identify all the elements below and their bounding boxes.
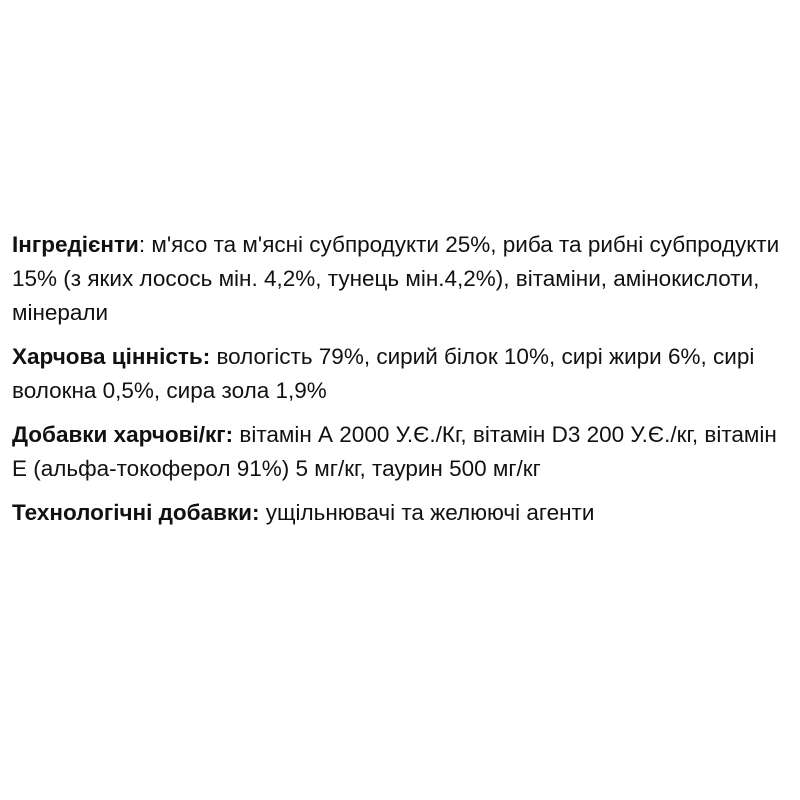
technological-additives-text: ущільнювачі та желюючі агенти [259, 500, 595, 525]
ingredients-text: м'ясо та м'ясні субпродукти 25%, риба та рибні субпродукти 15% (з яких лосось мін. 4,2%, тунець мін.4,2%), вітаміни, амінокислоти, мінерали [12, 232, 780, 325]
technological-additives-label: Технологічні добавки: [12, 500, 260, 525]
ingredients-label: Інгредієнти [12, 232, 139, 257]
additives-paragraph [12, 418, 782, 486]
nutrition-paragraph [12, 340, 782, 408]
technological-additives-paragraph [12, 496, 782, 530]
additives-label: Добавки харчові/кг: [12, 422, 234, 447]
additives-text: вітамін А 2000 У.Є./Кг, вітамін D3 200 У.Є./кг, вітамін Е (альфа-токоферол 91%) 5 мг/кг, таурин 500 мг/кг [12, 422, 777, 481]
nutrition-label: Харчова цінність: [12, 344, 211, 369]
product-composition [12, 228, 782, 540]
nutrition-text: вологість 79%, сирий білок 10%, сирі жири 6%, сирі волокна 0,5%, сира зола 1,9% [12, 344, 755, 403]
ingredients-paragraph [12, 228, 782, 330]
ingredients-separator: : [138, 232, 146, 257]
